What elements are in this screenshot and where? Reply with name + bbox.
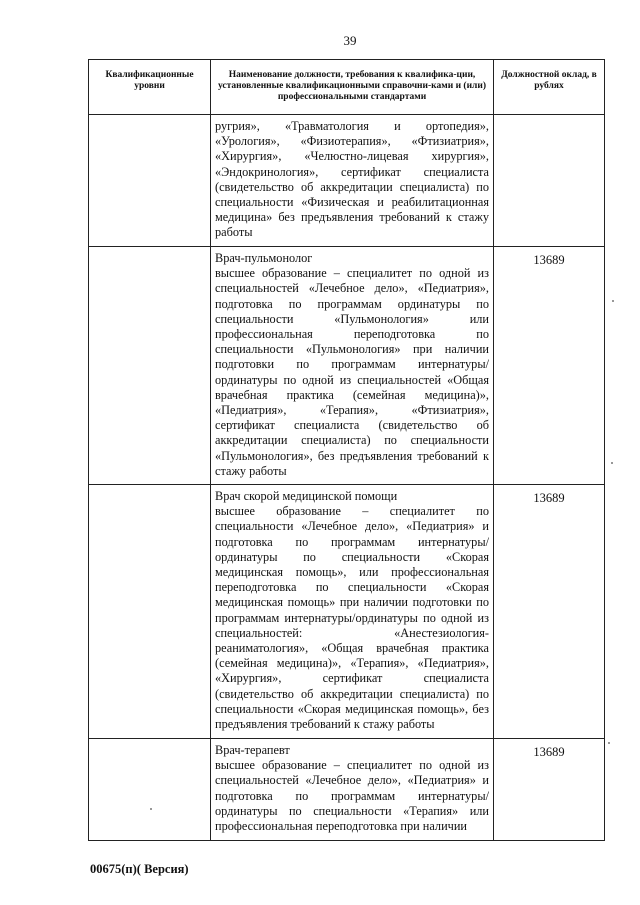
salary-cell: 13689 — [494, 739, 605, 841]
level-cell — [89, 247, 211, 485]
position-cell — [211, 115, 494, 247]
table-row — [89, 485, 605, 739]
page-number: 39 — [343, 33, 357, 48]
scan-speck — [612, 300, 614, 302]
position-cell — [211, 739, 494, 841]
position-title: Врач-пульмонолог — [215, 251, 313, 265]
scan-speck — [150, 808, 152, 810]
header-salary: Должностной оклад, в рублях — [494, 60, 605, 115]
table-row — [89, 739, 605, 841]
scan-speck — [608, 742, 610, 744]
position-cell — [211, 247, 494, 485]
level-cell — [89, 485, 211, 739]
salary-cell — [494, 115, 605, 247]
salary-cell: 13689 — [494, 247, 605, 485]
header-positions: Наименование должности, требования к квалифика-ции, установленные квалификационными справочни-ками и (или) профессиональными стандартами — [211, 60, 494, 115]
table-row — [89, 115, 605, 247]
position-requirements: ругрия», «Травматология и ортопедия», «Урология», «Физиотерапия», «Фтизиатрия», «Хирургия», «Челюстно-лицевая хирургия», «Эндокринология», сертификат специалиста (свидетельство об аккредитации специалиста) по специальности «Физическая и реабилитационная медицина» без предъявления требований к стажу работы — [215, 119, 489, 240]
position-cell — [211, 485, 494, 739]
position-title: Врач-терапевт — [215, 743, 290, 758]
level-cell — [89, 739, 211, 841]
table-row — [89, 247, 605, 485]
header-levels: Квалификационные уровни — [89, 60, 211, 115]
qualification-table — [88, 59, 605, 841]
document-footer: 00675(п)( Версия) — [90, 862, 189, 876]
position-title: Врач скорой медицинской помощи — [215, 489, 398, 504]
salary-cell: 13689 — [494, 485, 605, 739]
level-cell — [89, 115, 211, 247]
position-requirements: высшее образование – специалитет по одной из специальностей «Лечебное дело», «Педиатрия» и подготовка по программам интернатуры/ординатуры по специальности «Терапия» или профессиональная переподготовка при наличии — [215, 758, 489, 834]
table-header-row — [89, 60, 605, 115]
position-requirements: высшее образование – специалитет по специальности «Лечебное дело», «Педиатрия» и подготовка по программам интернатуры/ординатуры по специальности «Скорая медицинская помощь», или профессиональная переподготовка по специальности «Скорая медицинская помощь» при наличии подготовки по программам интернатуры/ординатуры по одной из специальностей: «Анестезиология-реаниматология», «Общая врачебная практика (семейная медицина)», «Терапия», «Педиатрия», «Хирургия», сертификат специалиста (свидетельство об аккредитации специалиста) по специальности «Скорая медицинская помощь», без предъявления требований к стажу работы — [215, 504, 489, 732]
position-requirements: высшее образование – специалитет по одной из специальностей «Лечебное дело», «Педиатрия», подготовка по программам ординатуры по специальности «Пульмонология» или профессиональная переподготовка по специальности «Пульмонология» при наличии подготовки по программам интернатуры/ординатуры по одной из специальностей «Общая врачебная практика (семейная медицина)», «Педиатрия», «Терапия», «Фтизиатрия», сертификат специалиста (свидетельство об аккредитации специалиста) по специальности «Пульмонология», без предъявления требований к стажу работы — [215, 266, 489, 478]
scan-speck — [611, 462, 613, 464]
